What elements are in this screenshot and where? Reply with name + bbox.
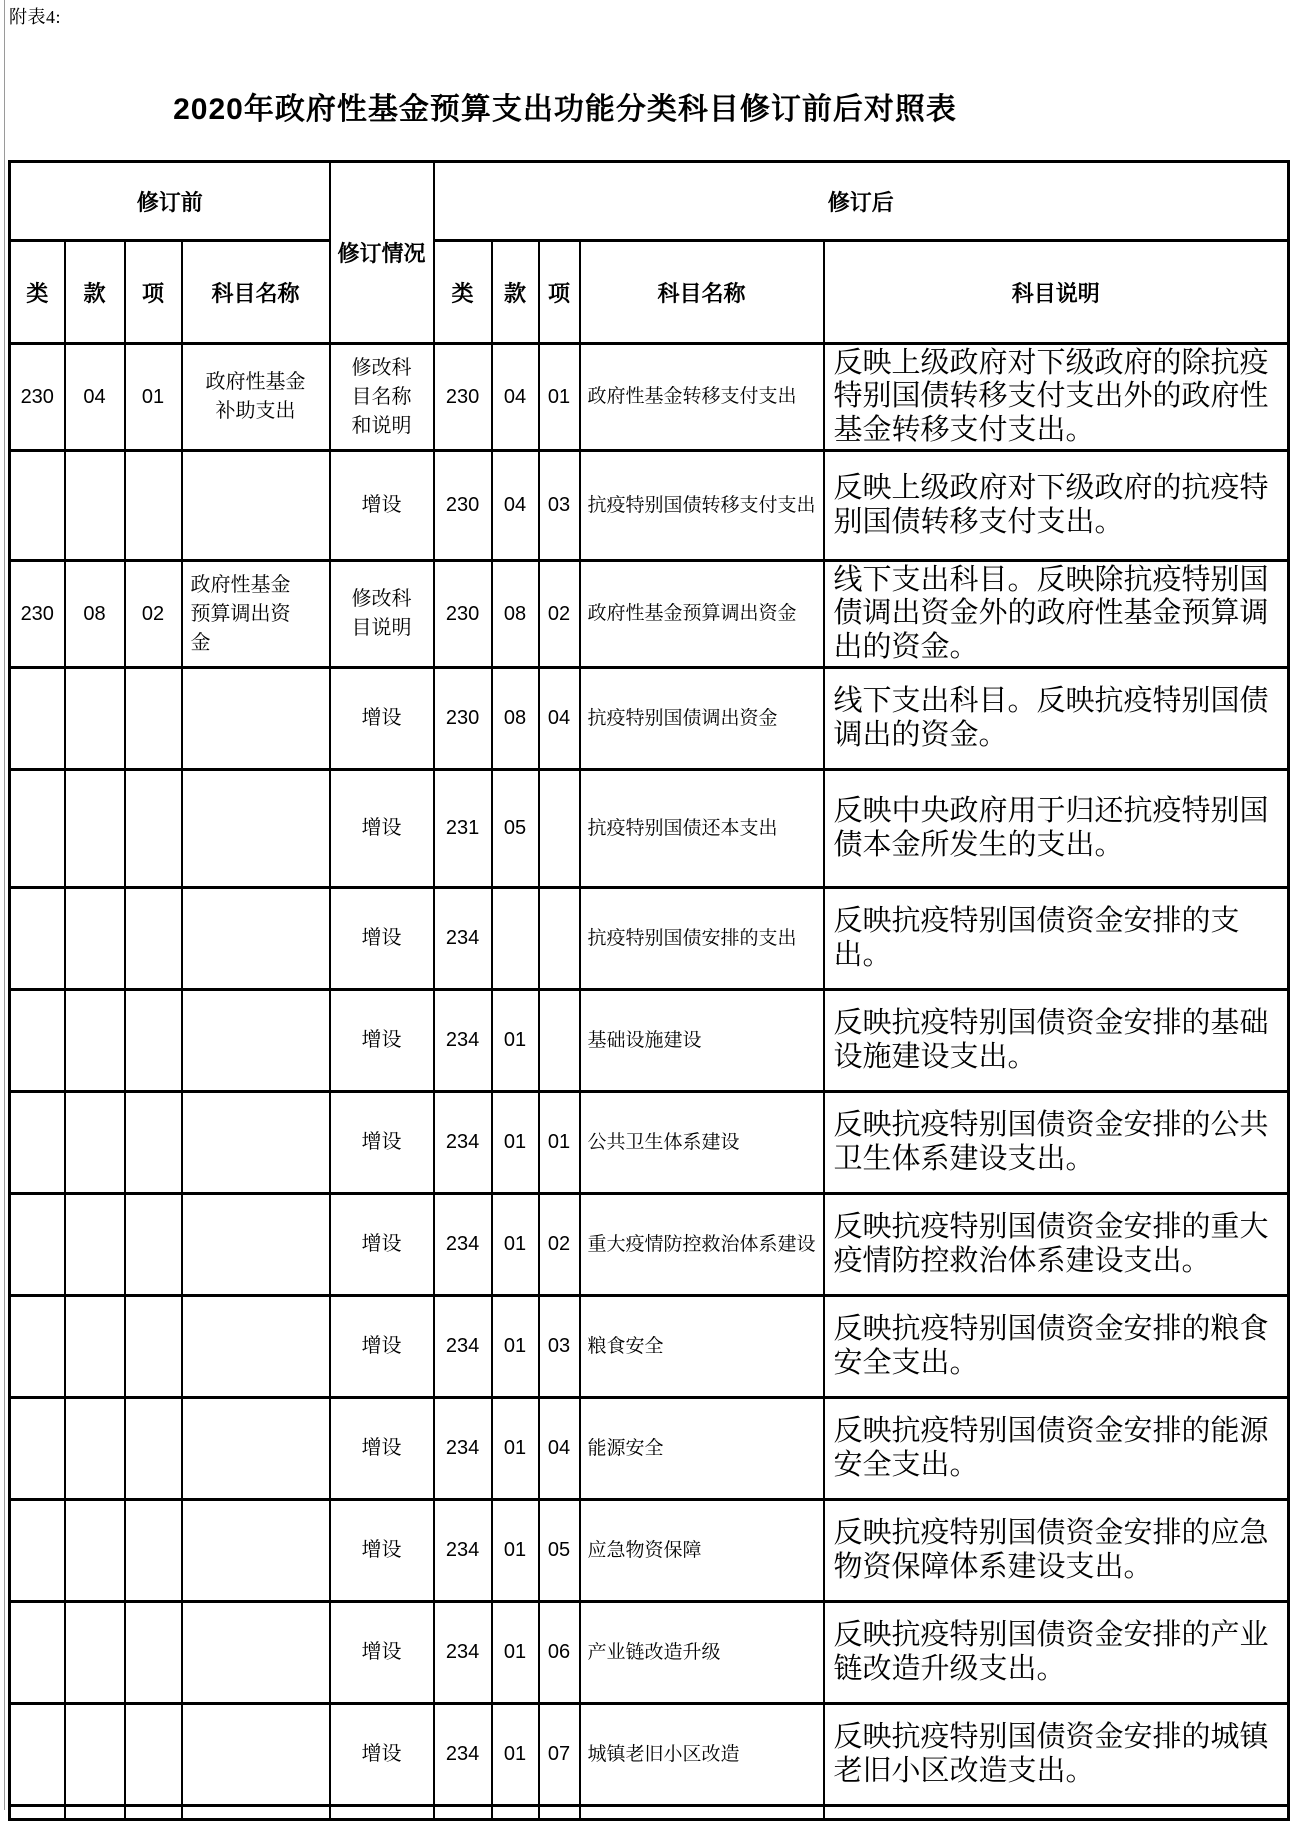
prev-item-cell — [125, 1092, 182, 1194]
subject-description-cell: 线下支出科目。反映抗疫特别国债调出的资金。 — [824, 668, 1289, 770]
prev-subject-name-cell — [182, 1296, 330, 1398]
prev-subject-name-cell — [182, 1092, 330, 1194]
prev-item-cell — [125, 1398, 182, 1500]
prev-section-cell — [65, 1194, 125, 1296]
post-subject-name-cell: 应急物资保障 — [580, 1500, 824, 1602]
prev-subject-name-cell — [182, 990, 330, 1092]
prev-class-cell — [10, 770, 65, 888]
prev-item-cell — [125, 888, 182, 990]
table-row — [10, 1602, 1289, 1704]
comparison-table — [8, 160, 1290, 1821]
prev-class-cell — [10, 451, 65, 561]
post-subject-name-cell: 抗疫特别国债还本支出 — [580, 770, 824, 888]
post-item-cell: 03 — [539, 451, 580, 561]
page-left-border — [4, 0, 5, 1810]
post-subject-name-cell: 公共卫生体系建设 — [580, 1092, 824, 1194]
post-class-cell: 234 — [434, 1500, 492, 1602]
post-class-cell: 234 — [434, 1602, 492, 1704]
revision-status-cell: 增设 — [330, 1704, 434, 1806]
prev-section-cell — [65, 1398, 125, 1500]
header-post-subject-name: 科目名称 — [580, 241, 824, 344]
subject-description-cell: 反映抗疫特别国债资金安排的公共卫生体系建设支出。 — [824, 1092, 1289, 1194]
post-class-cell: 234 — [434, 1398, 492, 1500]
table-row — [10, 990, 1289, 1092]
post-class-cell: 230 — [434, 451, 492, 561]
post-item-cell — [539, 1806, 580, 1820]
prev-class-cell — [10, 1398, 65, 1500]
post-subject-name-cell: 产业链改造升级 — [580, 1602, 824, 1704]
prev-item-cell — [125, 990, 182, 1092]
table-row — [10, 1092, 1289, 1194]
post-section-cell: 01 — [492, 1500, 539, 1602]
post-class-cell: 234 — [434, 1704, 492, 1806]
prev-section-cell: 08 — [65, 561, 125, 668]
subject-description-cell: 反映中央政府用于归还抗疫特别国债本金所发生的支出。 — [824, 770, 1289, 888]
prev-section-cell — [65, 1704, 125, 1806]
prev-subject-name-cell: 政府性基金预算调出资金 — [182, 561, 330, 668]
revision-status-cell: 修改科目名称和说明 — [330, 344, 434, 451]
revision-status-cell: 增设 — [330, 668, 434, 770]
post-class-cell: 230 — [434, 344, 492, 451]
post-section-cell: 04 — [492, 451, 539, 561]
subject-description-cell: 反映抗疫特别国债资金安排的重大疫情防控救治体系建设支出。 — [824, 1194, 1289, 1296]
prev-section-cell — [65, 1500, 125, 1602]
table-row — [10, 561, 1289, 668]
table-row — [10, 1806, 1289, 1820]
prev-item-cell: 01 — [125, 344, 182, 451]
post-section-cell — [492, 888, 539, 990]
header-post-class: 类 — [434, 241, 492, 344]
revision-status-cell: 增设 — [330, 1194, 434, 1296]
post-subject-name-cell: 粮食安全 — [580, 1296, 824, 1398]
revision-status-cell: 修改科目说明 — [330, 561, 434, 668]
post-item-cell — [539, 888, 580, 990]
prev-item-cell — [125, 1194, 182, 1296]
prev-section-cell — [65, 451, 125, 561]
prev-section-cell — [65, 1806, 125, 1820]
post-item-cell: 07 — [539, 1704, 580, 1806]
post-section-cell: 04 — [492, 344, 539, 451]
post-item-cell: 02 — [539, 561, 580, 668]
header-prev-class: 类 — [10, 241, 65, 344]
post-class-cell: 234 — [434, 990, 492, 1092]
post-subject-name-cell: 抗疫特别国债调出资金 — [580, 668, 824, 770]
prev-class-cell: 230 — [10, 561, 65, 668]
prev-section-cell — [65, 1602, 125, 1704]
post-class-cell — [434, 1806, 492, 1820]
prev-section-cell — [65, 770, 125, 888]
revision-status-cell: 增设 — [330, 1296, 434, 1398]
revision-status-cell: 增设 — [330, 1602, 434, 1704]
prev-subject-name-cell — [182, 1704, 330, 1806]
prev-item-cell — [125, 451, 182, 561]
subject-description-cell: 反映抗疫特别国债资金安排的能源安全支出。 — [824, 1398, 1289, 1500]
header-prev-section: 款 — [65, 241, 125, 344]
prev-subject-name-cell — [182, 668, 330, 770]
prev-item-cell: 02 — [125, 561, 182, 668]
prev-subject-name-cell — [182, 770, 330, 888]
post-subject-name-cell: 重大疫情防控救治体系建设 — [580, 1194, 824, 1296]
post-section-cell — [492, 1806, 539, 1820]
post-subject-name-cell: 抗疫特别国债安排的支出 — [580, 888, 824, 990]
post-item-cell: 04 — [539, 668, 580, 770]
post-subject-name-cell: 政府性基金转移支付支出 — [580, 344, 824, 451]
column-header-row — [10, 241, 1289, 344]
group-header-row — [10, 162, 1289, 241]
table-row — [10, 1296, 1289, 1398]
prev-section-cell — [65, 668, 125, 770]
prev-class-cell — [10, 668, 65, 770]
prev-item-cell — [125, 668, 182, 770]
revision-status-cell: 增设 — [330, 451, 434, 561]
header-revision-status: 修订情况 — [330, 162, 434, 344]
post-section-cell: 01 — [492, 1092, 539, 1194]
prev-class-cell — [10, 1500, 65, 1602]
subject-description-cell: 反映抗疫特别国债资金安排的粮食安全支出。 — [824, 1296, 1289, 1398]
prev-item-cell — [125, 770, 182, 888]
prev-subject-name-cell — [182, 1194, 330, 1296]
prev-item-cell — [125, 1602, 182, 1704]
prev-subject-name-cell — [182, 1602, 330, 1704]
prev-subject-name-cell: 政府性基金补助支出 — [182, 344, 330, 451]
subject-description-cell: 反映上级政府对下级政府的除抗疫特别国债转移支付支出外的政府性基金转移支付支出。 — [824, 344, 1289, 451]
header-after-group: 修订后 — [434, 162, 1289, 241]
prev-section-cell — [65, 888, 125, 990]
post-item-cell: 01 — [539, 1092, 580, 1194]
prev-class-cell — [10, 1194, 65, 1296]
post-subject-name-cell: 能源安全 — [580, 1398, 824, 1500]
post-class-cell: 234 — [434, 888, 492, 990]
post-item-cell: 04 — [539, 1398, 580, 1500]
header-post-item: 项 — [539, 241, 580, 344]
subject-description-cell — [824, 1806, 1289, 1820]
table-row — [10, 888, 1289, 990]
revision-status-cell: 增设 — [330, 888, 434, 990]
post-class-cell: 230 — [434, 668, 492, 770]
post-section-cell: 01 — [492, 1704, 539, 1806]
post-item-cell — [539, 770, 580, 888]
subject-description-cell: 反映上级政府对下级政府的抗疫特别国债转移支付支出。 — [824, 451, 1289, 561]
post-section-cell: 01 — [492, 1296, 539, 1398]
subject-description-cell: 反映抗疫特别国债资金安排的支出。 — [824, 888, 1289, 990]
post-section-cell: 05 — [492, 770, 539, 888]
prev-item-cell — [125, 1806, 182, 1820]
revision-status-cell: 增设 — [330, 1092, 434, 1194]
post-item-cell — [539, 990, 580, 1092]
revision-status-cell — [330, 1806, 434, 1820]
prev-subject-name-cell — [182, 1398, 330, 1500]
header-subject-description: 科目说明 — [824, 241, 1289, 344]
prev-item-cell — [125, 1704, 182, 1806]
header-before-group: 修订前 — [10, 162, 330, 241]
post-class-cell: 230 — [434, 561, 492, 668]
prev-class-cell — [10, 990, 65, 1092]
page-title: 2020年政府性基金预算支出功能分类科目修订前后对照表 — [173, 93, 957, 126]
prev-class-cell: 230 — [10, 344, 65, 451]
subject-description-cell: 线下支出科目。反映除抗疫特别国债调出资金外的政府性基金预算调出的资金。 — [824, 561, 1289, 668]
subject-description-cell: 反映抗疫特别国债资金安排的城镇老旧小区改造支出。 — [824, 1704, 1289, 1806]
prev-item-cell — [125, 1296, 182, 1398]
post-item-cell: 06 — [539, 1602, 580, 1704]
post-section-cell: 01 — [492, 990, 539, 1092]
subject-description-cell: 反映抗疫特别国债资金安排的应急物资保障体系建设支出。 — [824, 1500, 1289, 1602]
post-subject-name-cell — [580, 1806, 824, 1820]
post-class-cell: 231 — [434, 770, 492, 888]
post-item-cell: 05 — [539, 1500, 580, 1602]
post-section-cell: 01 — [492, 1398, 539, 1500]
prev-subject-name-cell — [182, 888, 330, 990]
post-item-cell: 03 — [539, 1296, 580, 1398]
prev-subject-name-cell — [182, 1500, 330, 1602]
prev-subject-name-cell — [182, 1806, 330, 1820]
prev-section-cell — [65, 1092, 125, 1194]
post-item-cell: 01 — [539, 344, 580, 451]
prev-item-cell — [125, 1500, 182, 1602]
prev-class-cell — [10, 1704, 65, 1806]
revision-status-cell: 增设 — [330, 770, 434, 888]
prev-class-cell — [10, 1296, 65, 1398]
prev-section-cell — [65, 1296, 125, 1398]
revision-status-cell: 增设 — [330, 1398, 434, 1500]
header-post-section: 款 — [492, 241, 539, 344]
post-section-cell: 01 — [492, 1602, 539, 1704]
prev-section-cell — [65, 990, 125, 1092]
revision-status-cell: 增设 — [330, 990, 434, 1092]
prev-subject-name-cell — [182, 451, 330, 561]
prev-section-cell: 04 — [65, 344, 125, 451]
post-subject-name-cell: 基础设施建设 — [580, 990, 824, 1092]
table-row — [10, 770, 1289, 888]
prev-class-cell — [10, 1806, 65, 1820]
prev-class-cell — [10, 1602, 65, 1704]
post-subject-name-cell: 政府性基金预算调出资金 — [580, 561, 824, 668]
post-item-cell: 02 — [539, 1194, 580, 1296]
post-subject-name-cell: 城镇老旧小区改造 — [580, 1704, 824, 1806]
table-row — [10, 1500, 1289, 1602]
prev-class-cell — [10, 888, 65, 990]
revision-status-cell: 增设 — [330, 1500, 434, 1602]
prev-class-cell — [10, 1092, 65, 1194]
post-class-cell: 234 — [434, 1092, 492, 1194]
post-class-cell: 234 — [434, 1194, 492, 1296]
table-row — [10, 1398, 1289, 1500]
post-section-cell: 08 — [492, 668, 539, 770]
table-row — [10, 1704, 1289, 1806]
subject-description-cell: 反映抗疫特别国债资金安排的基础设施建设支出。 — [824, 990, 1289, 1092]
table-row — [10, 1194, 1289, 1296]
attachment-label: 附表4: — [9, 7, 62, 27]
post-class-cell: 234 — [434, 1296, 492, 1398]
table-row — [10, 344, 1289, 451]
header-prev-item: 项 — [125, 241, 182, 344]
post-section-cell: 08 — [492, 561, 539, 668]
table-row — [10, 451, 1289, 561]
header-prev-subject-name: 科目名称 — [182, 241, 330, 344]
table-row — [10, 668, 1289, 770]
subject-description-cell: 反映抗疫特别国债资金安排的产业链改造升级支出。 — [824, 1602, 1289, 1704]
post-subject-name-cell: 抗疫特别国债转移支付支出 — [580, 451, 824, 561]
post-section-cell: 01 — [492, 1194, 539, 1296]
